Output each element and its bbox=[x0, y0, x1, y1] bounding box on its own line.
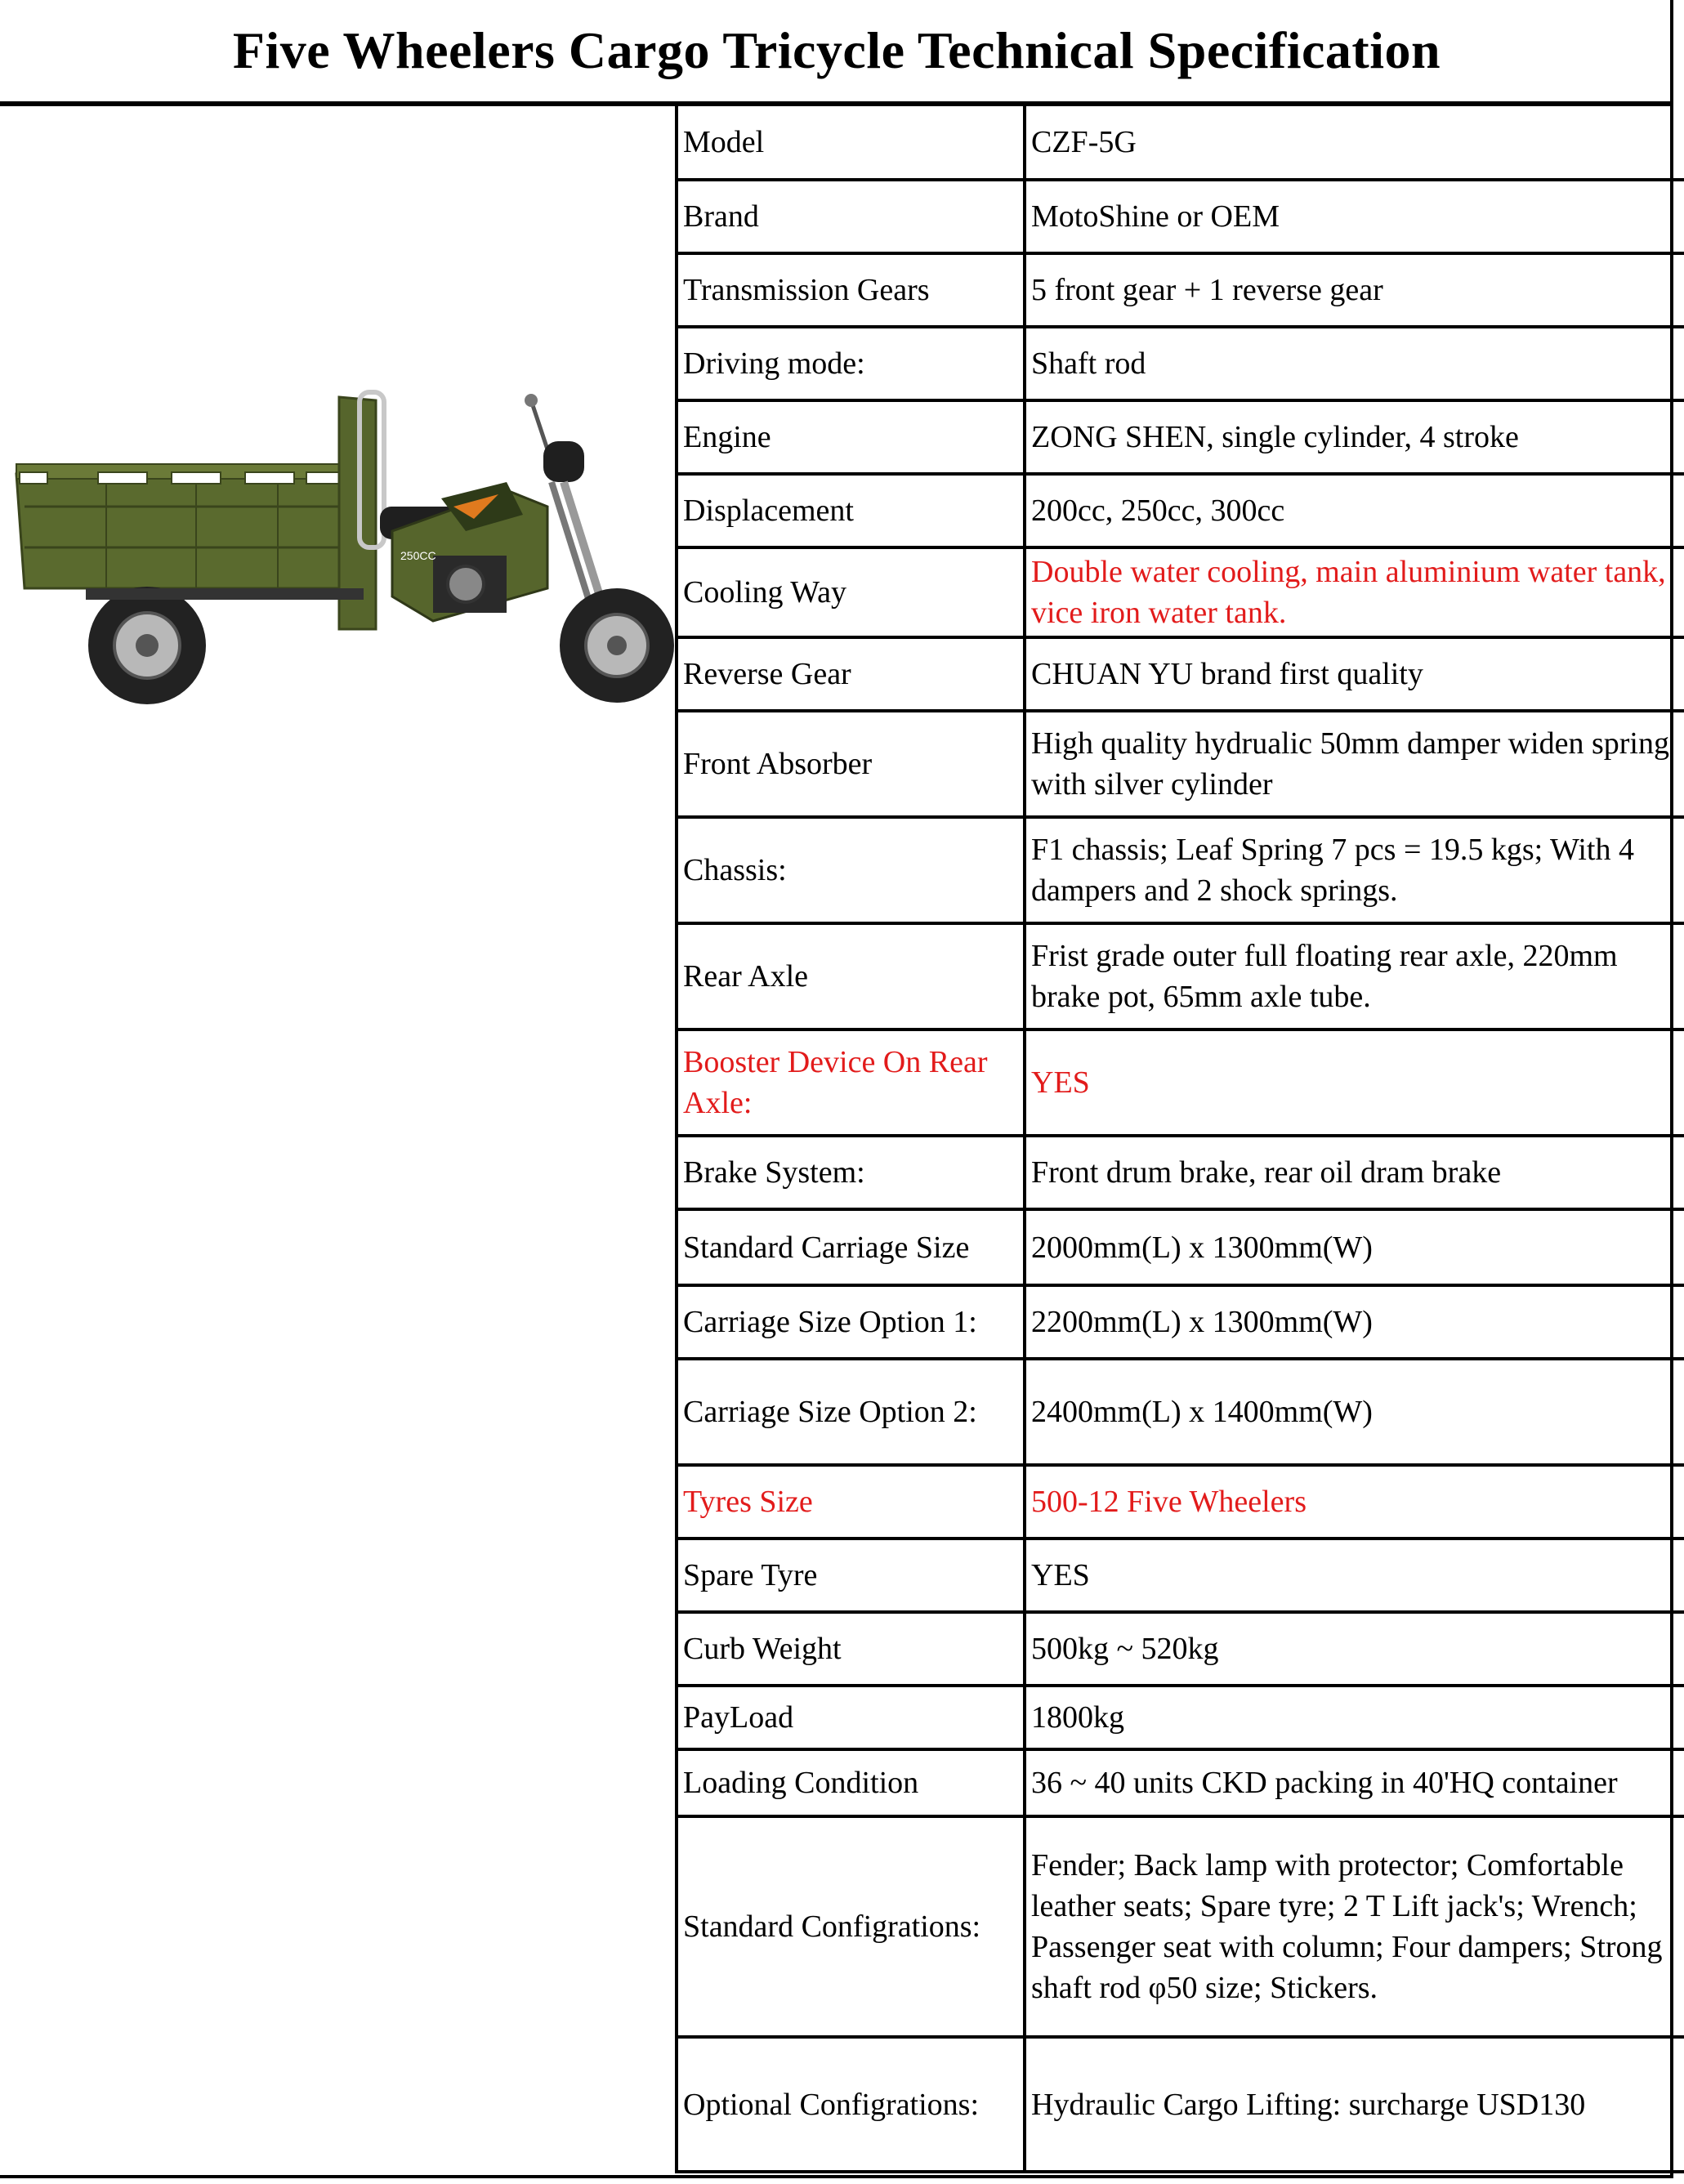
table-row bbox=[677, 253, 1684, 327]
row-value: F1 chassis; Leaf Spring 7 pcs = 19.5 kgs; With 4 dampers and 2 shock springs. bbox=[1025, 817, 1684, 923]
row-label: Carriage Size Option 1: bbox=[677, 1285, 1025, 1359]
table-row bbox=[677, 327, 1684, 400]
tricycle-photo bbox=[8, 384, 674, 711]
table-row bbox=[677, 547, 1684, 637]
page-title: Five Wheelers Cargo Tricycle Technical Specification bbox=[0, 0, 1673, 106]
row-value: ZONG SHEN, single cylinder, 4 stroke bbox=[1025, 400, 1684, 474]
row-label: Front Absorber bbox=[677, 711, 1025, 817]
table-row bbox=[677, 923, 1684, 1029]
table-row bbox=[677, 400, 1684, 474]
table-row bbox=[677, 1285, 1684, 1359]
row-value: Shaft rod bbox=[1025, 327, 1684, 400]
row-label: Carriage Size Option 2: bbox=[677, 1359, 1025, 1465]
table-row bbox=[677, 1465, 1684, 1539]
row-value: Front drum brake, rear oil dram brake bbox=[1025, 1136, 1684, 1209]
row-label: Spare Tyre bbox=[677, 1539, 1025, 1612]
table-row bbox=[677, 637, 1684, 711]
table-row bbox=[677, 106, 1684, 180]
table-row bbox=[677, 1816, 1684, 2037]
row-value: 1800kg bbox=[1025, 1686, 1684, 1749]
table-row bbox=[677, 2037, 1684, 2172]
row-value: 200cc, 250cc, 300cc bbox=[1025, 474, 1684, 547]
table-row bbox=[677, 474, 1684, 547]
row-value: 2200mm(L) x 1300mm(W) bbox=[1025, 1285, 1684, 1359]
row-label: Standard Configrations: bbox=[677, 1816, 1025, 2037]
table-row bbox=[677, 711, 1684, 817]
row-value: Fender; Back lamp with protector; Comfortable leather seats; Spare tyre; 2 T Lift jack's; Wrench; Passenger seat with column; Four dampers; Strong shaft rod φ50 size; Stickers. bbox=[1025, 1816, 1684, 2037]
row-label-highlight: Tyres Size bbox=[677, 1465, 1025, 1539]
row-label: PayLoad bbox=[677, 1686, 1025, 1749]
row-value: 36 ~ 40 units CKD packing in 40'HQ container bbox=[1025, 1749, 1684, 1816]
row-label: Chassis: bbox=[677, 817, 1025, 923]
row-value-highlight: 500-12 Five Wheelers bbox=[1025, 1465, 1684, 1539]
table-row bbox=[677, 1136, 1684, 1209]
table-row bbox=[677, 1539, 1684, 1612]
row-value: 5 front gear + 1 reverse gear bbox=[1025, 253, 1684, 327]
row-value: CZF-5G bbox=[1025, 106, 1684, 180]
row-value-highlight: Double water cooling, main aluminium water tank, vice iron water tank. bbox=[1025, 547, 1684, 637]
row-label: Loading Condition bbox=[677, 1749, 1025, 1816]
front-wheel bbox=[560, 588, 674, 703]
row-label: Cooling Way bbox=[677, 547, 1025, 637]
table-row bbox=[677, 1686, 1684, 1749]
row-label: Engine bbox=[677, 400, 1025, 474]
row-label: Rear Axle bbox=[677, 923, 1025, 1029]
engine-badge: 250CC bbox=[400, 549, 436, 562]
row-label: Curb Weight bbox=[677, 1612, 1025, 1686]
row-value: Frist grade outer full floating rear axle, 220mm brake pot, 65mm axle tube. bbox=[1025, 923, 1684, 1029]
row-value: CHUAN YU brand first quality bbox=[1025, 637, 1684, 711]
table-row bbox=[677, 1029, 1684, 1136]
row-value: 500kg ~ 520kg bbox=[1025, 1612, 1684, 1686]
row-value: MotoShine or OEM bbox=[1025, 180, 1684, 253]
row-label: Reverse Gear bbox=[677, 637, 1025, 711]
chassis-rail bbox=[86, 588, 364, 600]
row-label: Optional Configrations: bbox=[677, 2037, 1025, 2172]
row-value: 2400mm(L) x 1400mm(W) bbox=[1025, 1359, 1684, 1465]
row-value: High quality hydrualic 50mm damper widen spring with silver cylinder bbox=[1025, 711, 1684, 817]
row-label: Standard Carriage Size bbox=[677, 1209, 1025, 1285]
table-row bbox=[677, 1749, 1684, 1816]
row-label: Brake System: bbox=[677, 1136, 1025, 1209]
row-value-highlight: YES bbox=[1025, 1029, 1684, 1136]
row-label: Displacement bbox=[677, 474, 1025, 547]
table-row bbox=[677, 817, 1684, 923]
row-label: Brand bbox=[677, 180, 1025, 253]
table-row bbox=[677, 1209, 1684, 1285]
row-value: 2000mm(L) x 1300mm(W) bbox=[1025, 1209, 1684, 1285]
table-row bbox=[677, 1612, 1684, 1686]
table-row bbox=[677, 180, 1684, 253]
row-label: Model bbox=[677, 106, 1025, 180]
row-label: Transmission Gears bbox=[677, 253, 1025, 327]
row-value: Hydraulic Cargo Lifting: surcharge USD130 bbox=[1025, 2037, 1684, 2172]
row-label-highlight: Booster Device On Rear Axle: bbox=[677, 1029, 1025, 1136]
table-row bbox=[677, 1359, 1684, 1465]
row-value: YES bbox=[1025, 1539, 1684, 1612]
spec-table bbox=[675, 106, 1684, 2173]
rider-section bbox=[380, 394, 613, 637]
row-label: Driving mode: bbox=[677, 327, 1025, 400]
rear-wheel bbox=[88, 587, 206, 704]
